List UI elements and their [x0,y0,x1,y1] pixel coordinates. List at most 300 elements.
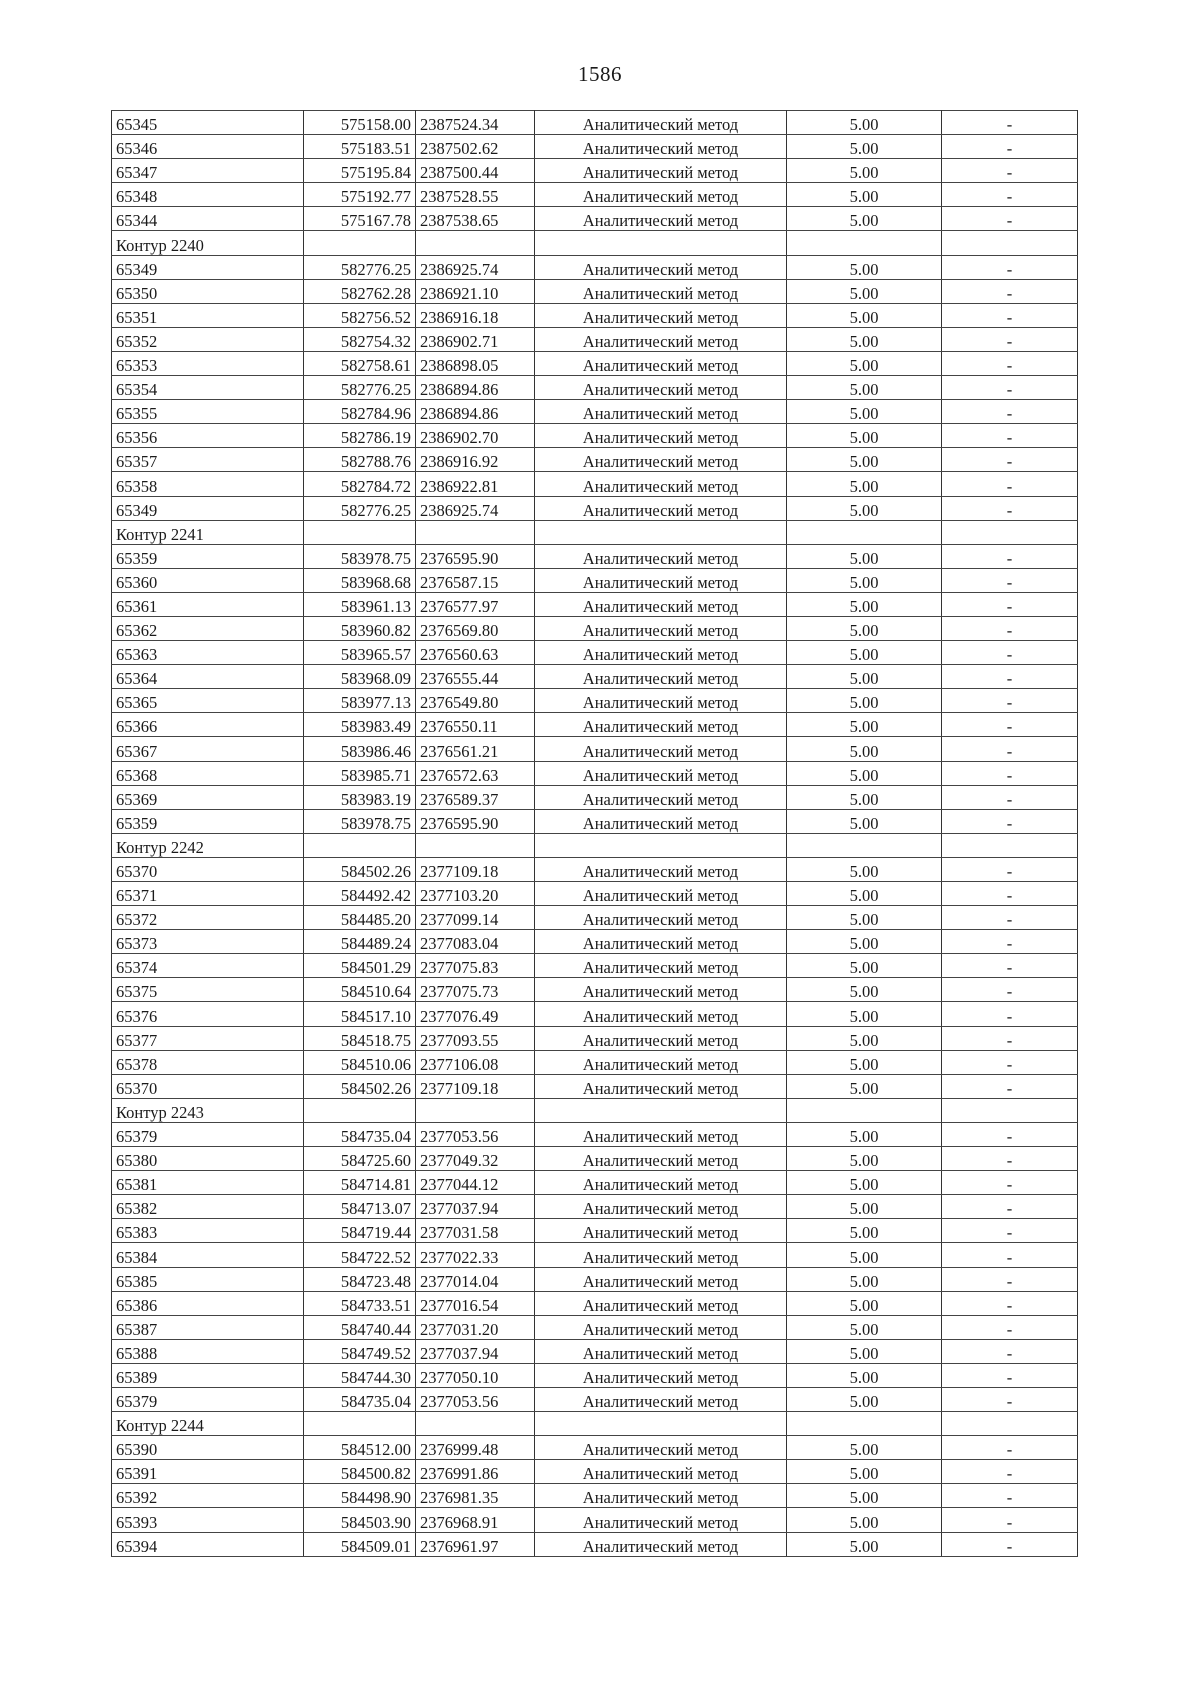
method-cell: Аналитический метод [535,207,787,231]
table-row [112,568,1078,592]
point-id-cell: 65384 [112,1243,304,1267]
point-id-cell: 65346 [112,135,304,159]
x-coordinate-cell: 584489.24 [304,930,416,954]
method-cell: Аналитический метод [535,376,787,400]
table-row [112,1074,1078,1098]
note-cell: - [942,1508,1078,1532]
x-coordinate-cell: 582776.25 [304,255,416,279]
y-coordinate-cell: 2377031.58 [416,1219,535,1243]
x-coordinate-cell: 584735.04 [304,1387,416,1411]
x-coordinate-cell: 583965.57 [304,641,416,665]
x-coordinate-cell: 584744.30 [304,1363,416,1387]
y-coordinate-cell: 2376569.80 [416,616,535,640]
empty-cell [304,231,416,255]
note-cell: - [942,857,1078,881]
note-cell: - [942,327,1078,351]
method-cell: Аналитический метод [535,1219,787,1243]
point-id-cell: 65393 [112,1508,304,1532]
point-id-cell: 65350 [112,279,304,303]
empty-cell [535,520,787,544]
method-cell: Аналитический метод [535,1484,787,1508]
point-id-cell: 65370 [112,1074,304,1098]
empty-cell [942,1098,1078,1122]
table-row [112,809,1078,833]
point-id-cell: 65349 [112,255,304,279]
x-coordinate-cell: 583960.82 [304,616,416,640]
point-id-cell: 65377 [112,1026,304,1050]
table-row [112,1219,1078,1243]
table-row [112,496,1078,520]
y-coordinate-cell: 2376595.90 [416,544,535,568]
point-id-cell: 65383 [112,1219,304,1243]
y-coordinate-cell: 2386902.70 [416,424,535,448]
y-coordinate-cell: 2377022.33 [416,1243,535,1267]
table-row [112,1002,1078,1026]
y-coordinate-cell: 2377075.83 [416,954,535,978]
y-coordinate-cell: 2376981.35 [416,1484,535,1508]
note-cell: - [942,183,1078,207]
method-cell: Аналитический метод [535,472,787,496]
y-coordinate-cell: 2377103.20 [416,882,535,906]
accuracy-cell: 5.00 [787,400,942,424]
x-coordinate-cell: 575167.78 [304,207,416,231]
note-cell: - [942,665,1078,689]
y-coordinate-cell: 2376587.15 [416,568,535,592]
note-cell: - [942,1436,1078,1460]
method-cell: Аналитический метод [535,255,787,279]
accuracy-cell: 5.00 [787,496,942,520]
method-cell: Аналитический метод [535,1339,787,1363]
point-id-cell: 65371 [112,882,304,906]
note-cell: - [942,713,1078,737]
table-row [112,111,1078,135]
empty-cell [787,520,942,544]
note-cell: - [942,882,1078,906]
coordinates-table-body [112,111,1078,1557]
point-id-cell: 65372 [112,906,304,930]
note-cell: - [942,159,1078,183]
table-row [112,906,1078,930]
y-coordinate-cell: 2386894.86 [416,400,535,424]
point-id-cell: 65355 [112,400,304,424]
x-coordinate-cell: 584503.90 [304,1508,416,1532]
y-coordinate-cell: 2377106.08 [416,1050,535,1074]
method-cell: Аналитический метод [535,544,787,568]
method-cell: Аналитический метод [535,592,787,616]
x-coordinate-cell: 583977.13 [304,689,416,713]
x-coordinate-cell: 584740.44 [304,1315,416,1339]
point-id-cell: 65378 [112,1050,304,1074]
table-row [112,713,1078,737]
accuracy-cell: 5.00 [787,1171,942,1195]
note-cell: - [942,279,1078,303]
note-cell: - [942,135,1078,159]
note-cell: - [942,1074,1078,1098]
empty-cell [304,1412,416,1436]
x-coordinate-cell: 584725.60 [304,1147,416,1171]
empty-cell [416,1098,535,1122]
table-row [112,448,1078,472]
x-coordinate-cell: 582784.96 [304,400,416,424]
empty-cell [304,1098,416,1122]
y-coordinate-cell: 2386925.74 [416,255,535,279]
method-cell: Аналитический метод [535,641,787,665]
x-coordinate-cell: 583961.13 [304,592,416,616]
empty-cell [942,1412,1078,1436]
accuracy-cell: 5.00 [787,1147,942,1171]
accuracy-cell: 5.00 [787,279,942,303]
table-row [112,135,1078,159]
method-cell: Аналитический метод [535,689,787,713]
empty-cell [416,833,535,857]
y-coordinate-cell: 2376595.90 [416,809,535,833]
x-coordinate-cell: 584512.00 [304,1436,416,1460]
y-coordinate-cell: 2377014.04 [416,1267,535,1291]
x-coordinate-cell: 584719.44 [304,1219,416,1243]
note-cell: - [942,1026,1078,1050]
note-cell: - [942,1002,1078,1026]
point-id-cell: 65352 [112,327,304,351]
x-coordinate-cell: 582758.61 [304,351,416,375]
accuracy-cell: 5.00 [787,568,942,592]
note-cell: - [942,641,1078,665]
table-row [112,1436,1078,1460]
point-id-cell: 65353 [112,351,304,375]
table-row [112,400,1078,424]
x-coordinate-cell: 582788.76 [304,448,416,472]
y-coordinate-cell: 2377075.73 [416,978,535,1002]
y-coordinate-cell: 2386898.05 [416,351,535,375]
x-coordinate-cell: 582776.25 [304,496,416,520]
empty-cell [942,833,1078,857]
table-row [112,183,1078,207]
accuracy-cell: 5.00 [787,978,942,1002]
empty-cell [787,833,942,857]
x-coordinate-cell: 584518.75 [304,1026,416,1050]
accuracy-cell: 5.00 [787,1267,942,1291]
page-number: 1586 [578,62,622,86]
point-id-cell: 65349 [112,496,304,520]
x-coordinate-cell: 575195.84 [304,159,416,183]
x-coordinate-cell: 584723.48 [304,1267,416,1291]
point-id-cell: 65387 [112,1315,304,1339]
table-row [112,1315,1078,1339]
x-coordinate-cell: 583983.19 [304,785,416,809]
point-id-cell: 65366 [112,713,304,737]
point-id-cell: 65386 [112,1291,304,1315]
point-id-cell: 65364 [112,665,304,689]
table-row [112,1147,1078,1171]
y-coordinate-cell: 2387502.62 [416,135,535,159]
contour-header-row [112,1098,1078,1122]
table-row [112,1195,1078,1219]
accuracy-cell: 5.00 [787,809,942,833]
accuracy-cell: 5.00 [787,544,942,568]
y-coordinate-cell: 2386902.71 [416,327,535,351]
table-row [112,472,1078,496]
point-id-cell: 65375 [112,978,304,1002]
table-row [112,1026,1078,1050]
x-coordinate-cell: 575158.00 [304,111,416,135]
y-coordinate-cell: 2377109.18 [416,1074,535,1098]
accuracy-cell: 5.00 [787,906,942,930]
point-id-cell: 65345 [112,111,304,135]
note-cell: - [942,424,1078,448]
point-id-cell: 65368 [112,761,304,785]
table-row [112,424,1078,448]
accuracy-cell: 5.00 [787,1387,942,1411]
x-coordinate-cell: 583986.46 [304,737,416,761]
method-cell: Аналитический метод [535,1122,787,1146]
y-coordinate-cell: 2386916.18 [416,303,535,327]
method-cell: Аналитический метод [535,1002,787,1026]
x-coordinate-cell: 584492.42 [304,882,416,906]
note-cell: - [942,1195,1078,1219]
accuracy-cell: 5.00 [787,689,942,713]
accuracy-cell: 5.00 [787,448,942,472]
point-id-cell: 65354 [112,376,304,400]
table-row [112,641,1078,665]
y-coordinate-cell: 2377049.32 [416,1147,535,1171]
contour-header-row [112,520,1078,544]
point-id-cell: 65351 [112,303,304,327]
x-coordinate-cell: 583985.71 [304,761,416,785]
method-cell: Аналитический метод [535,882,787,906]
method-cell: Аналитический метод [535,1026,787,1050]
note-cell: - [942,568,1078,592]
x-coordinate-cell: 583983.49 [304,713,416,737]
method-cell: Аналитический метод [535,1508,787,1532]
point-id-cell: 65380 [112,1147,304,1171]
note-cell: - [942,1460,1078,1484]
method-cell: Аналитический метод [535,1050,787,1074]
x-coordinate-cell: 584733.51 [304,1291,416,1315]
accuracy-cell: 5.00 [787,1315,942,1339]
note-cell: - [942,496,1078,520]
accuracy-cell: 5.00 [787,954,942,978]
method-cell: Аналитический метод [535,1243,787,1267]
method-cell: Аналитический метод [535,1460,787,1484]
point-id-cell: 65389 [112,1363,304,1387]
accuracy-cell: 5.00 [787,1532,942,1556]
note-cell: - [942,400,1078,424]
note-cell: - [942,616,1078,640]
method-cell: Аналитический метод [535,1532,787,1556]
table-row [112,1171,1078,1195]
coordinates-table [111,110,1078,1557]
method-cell: Аналитический метод [535,1171,787,1195]
method-cell: Аналитический метод [535,785,787,809]
empty-cell [535,833,787,857]
accuracy-cell: 5.00 [787,303,942,327]
empty-cell [304,833,416,857]
method-cell: Аналитический метод [535,1267,787,1291]
note-cell: - [942,1122,1078,1146]
method-cell: Аналитический метод [535,424,787,448]
method-cell: Аналитический метод [535,713,787,737]
y-coordinate-cell: 2387538.65 [416,207,535,231]
table-row [112,303,1078,327]
empty-cell [304,520,416,544]
x-coordinate-cell: 582784.72 [304,472,416,496]
method-cell: Аналитический метод [535,906,787,930]
accuracy-cell: 5.00 [787,1484,942,1508]
y-coordinate-cell: 2377037.94 [416,1339,535,1363]
note-cell: - [942,978,1078,1002]
accuracy-cell: 5.00 [787,1002,942,1026]
table-row [112,689,1078,713]
x-coordinate-cell: 575183.51 [304,135,416,159]
table-row [112,954,1078,978]
y-coordinate-cell: 2377037.94 [416,1195,535,1219]
method-cell: Аналитический метод [535,351,787,375]
table-row [112,255,1078,279]
point-id-cell: 65344 [112,207,304,231]
point-id-cell: 65358 [112,472,304,496]
empty-cell [535,231,787,255]
accuracy-cell: 5.00 [787,1363,942,1387]
point-id-cell: 65374 [112,954,304,978]
y-coordinate-cell: 2387524.34 [416,111,535,135]
note-cell: - [942,1147,1078,1171]
accuracy-cell: 5.00 [787,1436,942,1460]
y-coordinate-cell: 2377053.56 [416,1387,535,1411]
method-cell: Аналитический метод [535,183,787,207]
point-id-cell: 65362 [112,616,304,640]
accuracy-cell: 5.00 [787,1122,942,1146]
contour-label: Контур 2242 [112,833,304,857]
accuracy-cell: 5.00 [787,351,942,375]
method-cell: Аналитический метод [535,135,787,159]
point-id-cell: 65359 [112,809,304,833]
y-coordinate-cell: 2376549.80 [416,689,535,713]
accuracy-cell: 5.00 [787,761,942,785]
method-cell: Аналитический метод [535,1387,787,1411]
y-coordinate-cell: 2377044.12 [416,1171,535,1195]
method-cell: Аналитический метод [535,159,787,183]
point-id-cell: 65379 [112,1122,304,1146]
point-id-cell: 65365 [112,689,304,713]
note-cell: - [942,376,1078,400]
table-row [112,1508,1078,1532]
accuracy-cell: 5.00 [787,1074,942,1098]
contour-label: Контур 2243 [112,1098,304,1122]
method-cell: Аналитический метод [535,761,787,785]
method-cell: Аналитический метод [535,857,787,881]
note-cell: - [942,785,1078,809]
x-coordinate-cell: 583978.75 [304,809,416,833]
method-cell: Аналитический метод [535,111,787,135]
method-cell: Аналитический метод [535,327,787,351]
accuracy-cell: 5.00 [787,882,942,906]
table-row [112,279,1078,303]
point-id-cell: 65382 [112,1195,304,1219]
accuracy-cell: 5.00 [787,1219,942,1243]
note-cell: - [942,1243,1078,1267]
empty-cell [535,1098,787,1122]
note-cell: - [942,737,1078,761]
note-cell: - [942,472,1078,496]
accuracy-cell: 5.00 [787,785,942,809]
empty-cell [416,1412,535,1436]
note-cell: - [942,761,1078,785]
x-coordinate-cell: 584714.81 [304,1171,416,1195]
point-id-cell: 65373 [112,930,304,954]
note-cell: - [942,1050,1078,1074]
y-coordinate-cell: 2377083.04 [416,930,535,954]
x-coordinate-cell: 584735.04 [304,1122,416,1146]
x-coordinate-cell: 584517.10 [304,1002,416,1026]
method-cell: Аналитический метод [535,1436,787,1460]
point-id-cell: 65381 [112,1171,304,1195]
table-row [112,592,1078,616]
table-row [112,930,1078,954]
y-coordinate-cell: 2376991.86 [416,1460,535,1484]
accuracy-cell: 5.00 [787,135,942,159]
point-id-cell: 65391 [112,1460,304,1484]
y-coordinate-cell: 2377093.55 [416,1026,535,1050]
x-coordinate-cell: 584722.52 [304,1243,416,1267]
y-coordinate-cell: 2377076.49 [416,1002,535,1026]
x-coordinate-cell: 582756.52 [304,303,416,327]
y-coordinate-cell: 2386894.86 [416,376,535,400]
empty-cell [942,520,1078,544]
note-cell: - [942,954,1078,978]
note-cell: - [942,1171,1078,1195]
point-id-cell: 65369 [112,785,304,809]
y-coordinate-cell: 2376577.97 [416,592,535,616]
note-cell: - [942,448,1078,472]
method-cell: Аналитический метод [535,568,787,592]
y-coordinate-cell: 2386921.10 [416,279,535,303]
note-cell: - [942,1363,1078,1387]
note-cell: - [942,592,1078,616]
x-coordinate-cell: 584485.20 [304,906,416,930]
y-coordinate-cell: 2386922.81 [416,472,535,496]
accuracy-cell: 5.00 [787,1026,942,1050]
x-coordinate-cell: 584713.07 [304,1195,416,1219]
empty-cell [942,231,1078,255]
method-cell: Аналитический метод [535,1291,787,1315]
point-id-cell: 65376 [112,1002,304,1026]
x-coordinate-cell: 582776.25 [304,376,416,400]
accuracy-cell: 5.00 [787,472,942,496]
point-id-cell: 65394 [112,1532,304,1556]
point-id-cell: 65379 [112,1387,304,1411]
note-cell: - [942,1315,1078,1339]
accuracy-cell: 5.00 [787,737,942,761]
note-cell: - [942,1387,1078,1411]
y-coordinate-cell: 2376968.91 [416,1508,535,1532]
method-cell: Аналитический метод [535,809,787,833]
accuracy-cell: 5.00 [787,713,942,737]
accuracy-cell: 5.00 [787,327,942,351]
table-row [112,327,1078,351]
empty-cell [787,231,942,255]
accuracy-cell: 5.00 [787,255,942,279]
method-cell: Аналитический метод [535,930,787,954]
y-coordinate-cell: 2376550.11 [416,713,535,737]
point-id-cell: 65347 [112,159,304,183]
y-coordinate-cell: 2387528.55 [416,183,535,207]
x-coordinate-cell: 584510.64 [304,978,416,1002]
y-coordinate-cell: 2386925.74 [416,496,535,520]
accuracy-cell: 5.00 [787,1460,942,1484]
table-row [112,376,1078,400]
x-coordinate-cell: 582754.32 [304,327,416,351]
accuracy-cell: 5.00 [787,665,942,689]
x-coordinate-cell: 582786.19 [304,424,416,448]
